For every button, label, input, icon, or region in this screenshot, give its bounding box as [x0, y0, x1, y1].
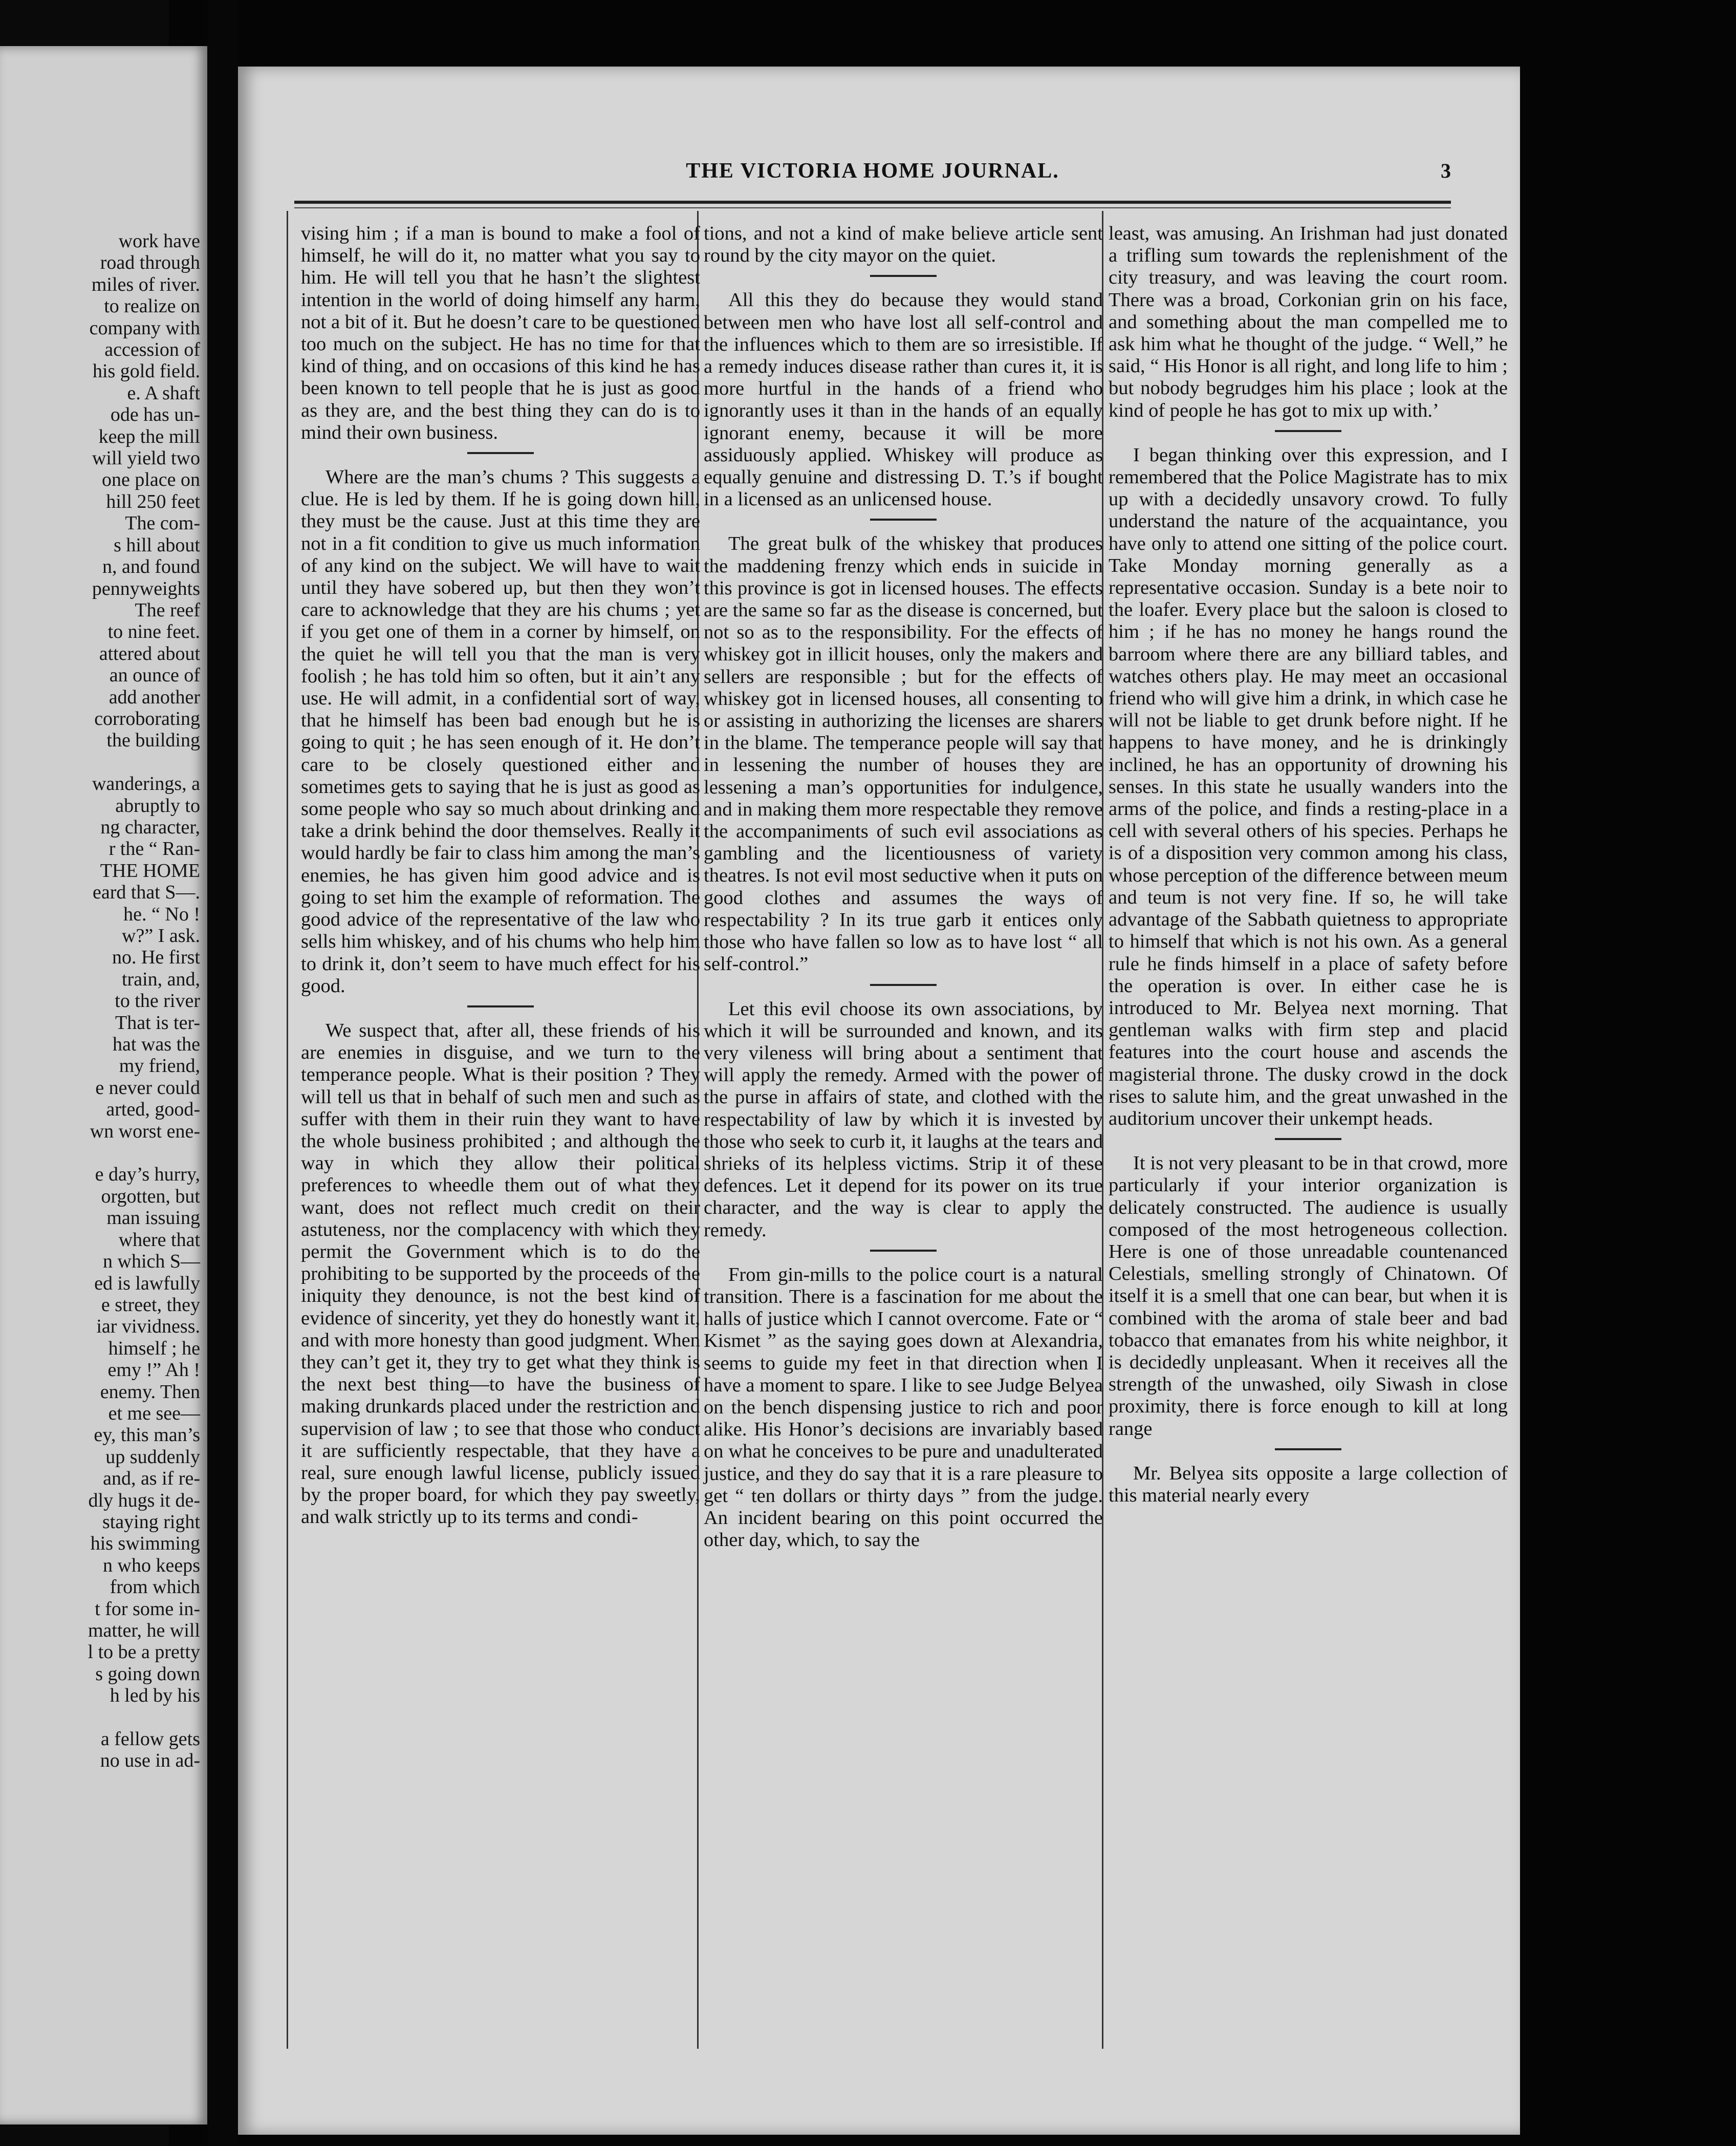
previous-page-line: hat was the [113, 1034, 200, 1056]
previous-page-line: train, and, [121, 968, 200, 990]
previous-page-line: e. A shaft [127, 382, 200, 404]
header-rule [294, 201, 1451, 204]
page-gutter [207, 0, 238, 2146]
previous-page-line: man issuing [106, 1207, 200, 1229]
previous-page-line: ey, this man’s [94, 1424, 200, 1446]
previous-page-line: arted, good- [106, 1099, 200, 1121]
previous-page-column [6, 230, 200, 1772]
paragraph: tions, and not a kind of make believe article sent round by the city mayor on the quiet. [704, 223, 1103, 267]
previous-page-line: he. “ No ! [123, 903, 200, 925]
section-separator [870, 1250, 937, 1252]
previous-page-line: from which [110, 1576, 200, 1598]
paragraph: The great bulk of the whiskey that produces the maddening frenzy which ends in suicide in this province is got in licensed houses. The effects are the same so far as the disease is concerned, but not so as to the responsibility. For the effects of whiskey got in illicit houses, only the makers and sellers are responsible ; but for the effects of whiskey got in licensed houses, all consenting to or assisting in authorizing the licenses are sharers in the blame. The temperance people will say that in lessening the number of houses they are lessening a man’s opportunities for indulgence, and in making them more respectable they remove the accompaniments of such evil associations as gambling and the licentiousness of variety theatres. Is not evil most seductive when it puts on good clothes and assumes the ways of respectability ? In its true garb it entices only those who have fallen so low as to have lost “ all self-control.” [704, 533, 1103, 975]
previous-page-line: work have [118, 230, 200, 252]
previous-page-line: et me see— [108, 1402, 200, 1424]
previous-page-line: his gold field. [92, 360, 200, 382]
section-separator [870, 519, 937, 521]
previous-page-line: company with [89, 317, 200, 339]
paragraph: Let this evil choose its own associations, by which it will be surrounded and known, and its very vileness will bring about a sentiment that will apply the remedy. Armed with the power of the purse in affairs of state, and clothed with the respectability of law by which it is invested by those who seek to curb it, it laughs at the tears and shrieks of its helpless victims. Strip it of these defences. Let it depend for its power on its true character, and the way is clear to apply the remedy. [704, 998, 1103, 1241]
previous-page-line: keep the mill [98, 425, 200, 447]
previous-page-line: an ounce of [109, 664, 200, 686]
previous-page-line: my friend, [119, 1055, 200, 1077]
previous-page-line: orgotten, but [101, 1185, 200, 1207]
previous-page-line: staying right [102, 1511, 200, 1533]
previous-page-line: no. He first [112, 947, 200, 969]
paragraph: I began thinking over this expression, and I remembered that the Police Magistrate has to mix up with a decidedly unsavory crowd. To fully understand the nature of the acquaintance, you have only to attend one sitting of the police court. Take Monday morning generally as a representative occasion. Sunday is a bete noir to the loafer. Every place but the saloon is closed to him ; if he has no money he hangs round the barroom where there are any billiard tables, and watches others play. He may meet an occasional friend who will give him a drink, in which case he will not be liable to get drunk before night. If he happens to have money, and he is drinkingly inclined, he has an opportunity of drowning his senses. In this state he usually wanders into the arms of the police, and finds a resting-place in a cell with several others of his species. Perhaps he is of a disposition very common among his class, whose perception of the difference between meum and teum is not very fine. If so, he will take advantage of the Sabbath quietness to appropriate to himself that which is not his own. As a general rule he finds himself in a place of safety before the operation is over. In either case he is introduced to Mr. Belyea next morning. That gentleman walks with firm step and placid features into the court house and ascends the magisterial throne. The dusky crowd in the dock rises to salute him, and the great unwashed in the auditorium uncover their unkempt heads. [1109, 444, 1508, 1129]
paragraph: Mr. Belyea sits opposite a large collection of this material nearly every [1109, 1462, 1508, 1506]
section-separator [467, 452, 534, 454]
scan-border-right [1520, 0, 1736, 2146]
paragraph: All this they do because they would stand between men who have lost all self-control and the influences which to them are so irresistible. If a remedy induces disease rather than cures it, it is more hurtful in the hands of a friend who ignorantly uses it than in the hands of an equally ignorant enemy, because it will be more assiduously applied. Whiskey will produce as equally genuine and distressing D. T.’s if bought in a licensed as an unlicensed house. [704, 289, 1103, 510]
previous-page-line: n which S— [103, 1251, 200, 1273]
previous-page-line: eard that S—. [92, 882, 200, 904]
previous-page-line: THE HOME [100, 860, 200, 882]
previous-page-line: the building [106, 729, 200, 752]
previous-page-line: himself ; he [108, 1337, 200, 1359]
previous-page-line: abruptly to [115, 795, 200, 817]
paragraph: We suspect that, after all, these friends of his are enemies in disguise, and we turn to the temperance people. What is their position ? They will tell us that in behalf of such men and such as suffer with them in their ruin they want to have the whole business prohibited ; and although the way in which they allow their political preferences to wheedle them out of what they want, does not reflect much credit on their astuteness, nor the complacency with which they permit the Government which is to do the prohibiting to be supported by the proceeds of the iniquity they denounce, is not the best kind of evidence of sincerity, yet they do honestly want it, and with more honesty than good judgment. When they can’t get it, they try to get what they think is the next best thing—to have the business of making drunkards placed under the restriction and supervision of law ; to see that those who conduct it are sufficiently respectable, that they have a real, sure enough lawful license, publicly issued by the proper board, for which they pay sweetly, and walk strictly up to its terms and condi- [301, 1019, 700, 1528]
previous-page-line: pennyweights [92, 577, 200, 599]
previous-page-line: t for some in- [95, 1598, 200, 1620]
previous-page-line [6, 752, 200, 773]
previous-page-line: h led by his [110, 1685, 200, 1707]
previous-page-line [6, 1142, 200, 1164]
previous-page-line: n, and found [102, 556, 200, 578]
section-separator [1275, 1448, 1341, 1450]
previous-page-line: wn worst ene- [90, 1120, 200, 1142]
previous-page-line: his swimming [90, 1533, 200, 1555]
previous-page-line: l to be a pretty [88, 1641, 200, 1663]
previous-page-line: emy !” Ah ! [107, 1359, 200, 1381]
paragraph: From gin-mills to the police court is a natural transition. There is a fascination for me about the halls of justice which I cannot overcome. Fate or “ Kismet ” as the saying goes down at Alexandria, seems to guide my feet in that direction when I have a moment to spare. I like to see Judge Belyea on the bench dispensing justice to rich and poor alike. His Honor’s decisions are invariably based on what he conceives to be pure and unadulterated justice, and they do say that it is a rare pleasure to get “ ten dollars or thirty days ” from the judge. An incident bearing on this point occurred the other day, which, to say the [704, 1263, 1103, 1551]
previous-page-line: enemy. Then [100, 1381, 200, 1403]
previous-page-line: up suddenly [105, 1446, 200, 1468]
header-rule-thin [294, 207, 1451, 208]
previous-page-line: s hill about [114, 534, 200, 556]
previous-page-line: ed is lawfully [94, 1272, 200, 1294]
paragraph: least, was amusing. An Irishman had just donated a trifling sum towards the replenishment of the city treasury, and was leaving the court room. There was a broad, Corkonian grin on his face, and something about the man compelled me to ask him what he thought of the judge. “ Well,” he said, “ His Honor is all right, and long life to him ; but nobody begrudges him his place ; look at the kind of people he has got to mix up with.’ [1109, 223, 1508, 421]
section-separator [467, 1005, 534, 1007]
previous-page-line: where that [118, 1229, 200, 1251]
previous-page-line: That is ter- [115, 1012, 200, 1034]
article-column-3 [1109, 223, 1508, 1507]
previous-page-line: The reef [135, 599, 200, 621]
previous-page-line: add another [108, 686, 200, 708]
previous-page-line: ng character, [100, 816, 200, 838]
previous-page-line: r the “ Ran- [108, 838, 200, 860]
page-header [294, 159, 1451, 189]
previous-page-line: to nine feet. [107, 621, 200, 643]
previous-page-line: e street, they [101, 1294, 200, 1316]
previous-page-line: e day’s hurry, [95, 1164, 200, 1186]
previous-page-line: n who keeps [103, 1554, 200, 1576]
paragraph: vising him ; if a man is bound to make a fool of himself, he will do it, no matter what you say to him. He will tell you that he hasn’t the slightest intention in the world of doing himself any harm, not a bit of it. But he doesn’t care to be questioned too much on the subject. He has no time for that kind of thing, and on occasions of this kind he has been known to tell people that he is just as good as they are, and the best thing they can do is to mind their own business. [301, 223, 700, 443]
previous-page-fragment [0, 46, 207, 2124]
previous-page-line: miles of river. [91, 273, 200, 295]
previous-page-line: one place on [101, 469, 200, 491]
previous-page-line: hill 250 feet [106, 490, 200, 512]
previous-page-line: corroborating [94, 707, 200, 729]
previous-page-line: road through [100, 252, 200, 274]
previous-page-line: The com- [125, 512, 200, 534]
section-separator [870, 984, 937, 986]
column-rule [287, 211, 288, 2049]
previous-page-line: w?” I ask. [122, 925, 200, 947]
page-number: 3 [1441, 159, 1451, 182]
previous-page-line: ode has un- [110, 404, 200, 426]
paragraph: Where are the man’s chums ? This suggests a clue. He is led by them. If he is going down hill, they must be the cause. Just at this time they are not in a fit condition to give us much information of any kind on the subject. We will have to wait until they have sobered up, but then they won’t care to acknowledge that they are his chums ; yet if you get one of them in a corner by himself, on the quiet he will tell you that the man is very foolish ; he has told him so often, but it ain’t any use. He will admit, in a confidential sort of way, that he himself has been bad enough but he is going to quit ; he has seen enough of it. He don’t care to be closely questioned either and sometimes gets to saying that he is just as good as some people who say so much about drinking and take a drink behind the door themselves. Really it would hardly be fair to class him among the man’s enemies, he has given him good advice and is going to set him the example of reformation. The good advice of the representative of the law who sells him whiskey, and of his chums who help him to drink it, don’t seem to have much effect for his good. [301, 466, 700, 997]
previous-page-line: a fellow gets [100, 1728, 200, 1750]
masthead-title: THE VICTORIA HOME JOURNAL. [686, 159, 1059, 183]
previous-page-line: no use in ad- [100, 1750, 200, 1772]
previous-page-line: will yield two [92, 447, 200, 469]
previous-page-line: dly hugs it de- [88, 1489, 200, 1511]
section-separator [1275, 1138, 1341, 1140]
article-column-1 [301, 223, 700, 1529]
previous-page-line: iar vividness. [96, 1316, 200, 1338]
previous-page-line: accession of [104, 339, 200, 361]
previous-page-line: to realize on [104, 295, 200, 317]
previous-page-line: s going down [95, 1663, 200, 1685]
previous-page-line: to the river [115, 990, 200, 1012]
article-column-2 [704, 223, 1103, 1551]
paragraph: It is not very pleasant to be in that crowd, more particularly if your interior organization is delicately constructed. The audience is usually composed of the most hetrogeneous collection. Here is one of those unreadable countenanced Celestials, smelling strongly of Chinatown. Of itself it is a smell that one can bear, but when it is combined with the aroma of stale beer and bad tobacco that emanates from his white neighbor, it is decidedly unpleasant. When it receives all the strength of the unwashed, oily Siwash in close proximity, there is force enough to kill at long range [1109, 1152, 1508, 1440]
previous-page-line: wanderings, a [92, 773, 200, 795]
previous-page-line [6, 1707, 200, 1728]
section-separator [1275, 430, 1341, 432]
previous-page-line: attered about [99, 642, 200, 664]
section-separator [870, 275, 937, 277]
previous-page-line: and, as if re- [103, 1468, 200, 1490]
previous-page-line: matter, he will [88, 1620, 200, 1641]
previous-page-line: e never could [95, 1077, 200, 1099]
